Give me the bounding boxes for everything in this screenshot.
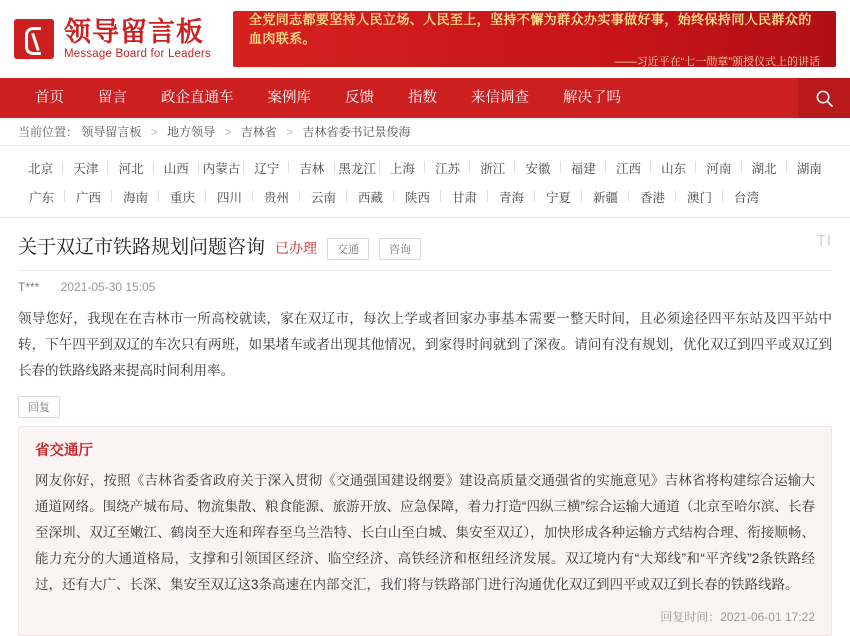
nav-item-gov-enterprise[interactable]: 政企直通车 — [161, 90, 234, 106]
reply-card — [18, 426, 832, 636]
search-button[interactable] — [798, 78, 850, 118]
breadcrumb — [0, 118, 850, 146]
region-shandong[interactable]: 山东 — [651, 156, 696, 180]
nav-item-solved[interactable]: 解决了吗 — [563, 90, 621, 106]
region-fujian[interactable]: 福建 — [561, 156, 606, 180]
logo-title-cn: 领导留言板 — [64, 16, 204, 47]
site-logo[interactable] — [14, 18, 211, 60]
post-date: 2021-05-30 15:05 — [60, 280, 156, 294]
banner-quote: 全党同志都要坚持人民立场、人民至上，坚持不懈为群众办实事做好事，始终保持同人民群众的血肉联系。 — [248, 12, 812, 46]
region-gansu[interactable]: 甘肃 — [441, 185, 488, 209]
region-anhui[interactable]: 安徽 — [515, 156, 560, 180]
header-banner — [233, 11, 836, 67]
tag-category[interactable]: 交通 — [327, 238, 369, 260]
region-row-2 — [18, 185, 832, 209]
region-zhejiang[interactable]: 浙江 — [470, 156, 515, 180]
region-chongqing[interactable]: 重庆 — [159, 185, 206, 209]
region-jiangsu[interactable]: 江苏 — [425, 156, 470, 180]
region-yunnan[interactable]: 云南 — [300, 185, 347, 209]
region-xinjiang[interactable]: 新疆 — [582, 185, 629, 209]
reply-time-value: 2021-06-01 17:22 — [720, 610, 815, 624]
region-shanxi[interactable]: 山西 — [154, 156, 199, 180]
breadcrumb-prefix: 当前位置： — [18, 125, 79, 139]
reply-timestamp — [35, 608, 815, 625]
main-nav — [0, 78, 850, 118]
breadcrumb-separator: > — [286, 125, 294, 139]
reply-label: 回复 — [18, 396, 60, 418]
region-taiwan[interactable]: 台湾 — [723, 185, 770, 209]
region-inner-mongolia[interactable]: 内蒙古 — [199, 156, 244, 180]
region-henan[interactable]: 河南 — [696, 156, 741, 180]
article-title-row — [18, 232, 832, 271]
region-jiangxi[interactable]: 江西 — [606, 156, 651, 180]
region-sichuan[interactable]: 四川 — [206, 185, 253, 209]
region-guizhou[interactable]: 贵州 — [253, 185, 300, 209]
nav-item-feedback[interactable]: 反馈 — [345, 90, 374, 106]
region-tianjin[interactable]: 天津 — [63, 156, 108, 180]
nav-item-messages[interactable]: 留言 — [98, 90, 127, 106]
breadcrumb-item-0[interactable]: 领导留言板 — [81, 125, 142, 139]
logo-mark-icon — [14, 19, 54, 59]
nav-item-case-library[interactable]: 案例库 — [267, 90, 311, 106]
region-row-1 — [18, 156, 832, 180]
author-name: T*** — [18, 280, 40, 294]
region-hubei[interactable]: 湖北 — [742, 156, 787, 180]
status-badge: 已办理 — [275, 240, 318, 256]
region-beijing[interactable]: 北京 — [28, 162, 54, 176]
reply-section — [18, 396, 832, 636]
region-hainan[interactable]: 海南 — [112, 185, 159, 209]
region-tibet[interactable]: 西藏 — [347, 185, 394, 209]
region-selector — [0, 146, 850, 218]
watermark-text: TI — [816, 232, 832, 249]
region-jilin[interactable]: 吉林 — [289, 156, 334, 180]
region-heilongjiang[interactable]: 黑龙江 — [335, 156, 380, 180]
breadcrumb-item-1[interactable]: 地方领导 — [167, 125, 216, 139]
search-icon — [815, 89, 834, 108]
region-shanghai[interactable]: 上海 — [380, 156, 425, 180]
reply-time-label: 回复时间： — [660, 610, 721, 624]
nav-item-survey[interactable]: 来信调查 — [471, 90, 529, 106]
page-title: 关于双辽市铁路规划问题咨询 — [18, 237, 266, 258]
breadcrumb-item-2[interactable]: 吉林省 — [240, 125, 277, 139]
site-header — [0, 0, 850, 78]
region-ningxia[interactable]: 宁夏 — [535, 185, 582, 209]
article-body: 领导您好，我现在在吉林市一所高校就读，家在双辽市，每次上学或者回家办事基本需要一整天时间，且必须途径四平东站及四平站中转，下午四平到双辽的车次只有两班，如果堵车或者出现其他情况，到家得时间就到了深夜。请问有没有规划，优化双辽到四平或双辽到长春的铁路线路来提高时间利用率。 — [18, 311, 832, 378]
breadcrumb-separator: > — [150, 125, 158, 139]
reply-body: 网友你好，按照《吉林省委省政府关于深入贯彻《交通强国建设纲要》建设高质量交通强省的实施意见》吉林省将构建综合运输大通道网络。围绕产城布局、物流集散、粮食能源、旅游开放、应急保障，着力打造“四纵三横”综合运输大通道（北京至哈尔滨、长春至深圳、双辽至嫩江、鹤岗至大连和珲春至乌兰浩特、长白山至白城、集安至双辽），加快形成各种运输方式结构合理、衔接顺畅、能力充分的大通道格局，支撑和引领国区经济、临空经济、高铁经济和枢纽经济发展。双辽境内有“大郑线”和“平齐线”2条铁路经过，还有大广、长深、集安至双辽这3条高速在内部交汇，我们将与铁路部门进行沟通优化双辽到四平或双辽到长春的铁路线路。 — [35, 473, 815, 592]
region-liaoning[interactable]: 辽宁 — [244, 156, 289, 180]
region-qinghai[interactable]: 青海 — [488, 185, 535, 209]
article — [0, 218, 850, 636]
logo-title-en: Message Board for Leaders — [64, 48, 211, 61]
region-guangdong[interactable]: 广东 — [28, 191, 54, 205]
region-hebei[interactable]: 河北 — [108, 156, 153, 180]
region-hunan[interactable]: 湖南 — [787, 156, 832, 180]
nav-item-index[interactable]: 指数 — [408, 90, 437, 106]
reply-organization: 省交通厅 — [35, 443, 93, 459]
tag-type[interactable]: 咨询 — [379, 238, 421, 260]
region-macau[interactable]: 澳门 — [676, 185, 723, 209]
breadcrumb-separator: > — [224, 125, 232, 139]
article-meta — [18, 271, 832, 306]
banner-attribution: ——习近平在“七一勋章”颁授仪式上的讲话 — [614, 56, 820, 68]
region-hongkong[interactable]: 香港 — [629, 185, 676, 209]
region-guangxi[interactable]: 广西 — [65, 185, 112, 209]
breadcrumb-item-3[interactable]: 吉林省委书记景俊海 — [302, 125, 411, 139]
region-shaanxi[interactable]: 陕西 — [394, 185, 441, 209]
nav-item-home[interactable]: 首页 — [35, 90, 64, 106]
